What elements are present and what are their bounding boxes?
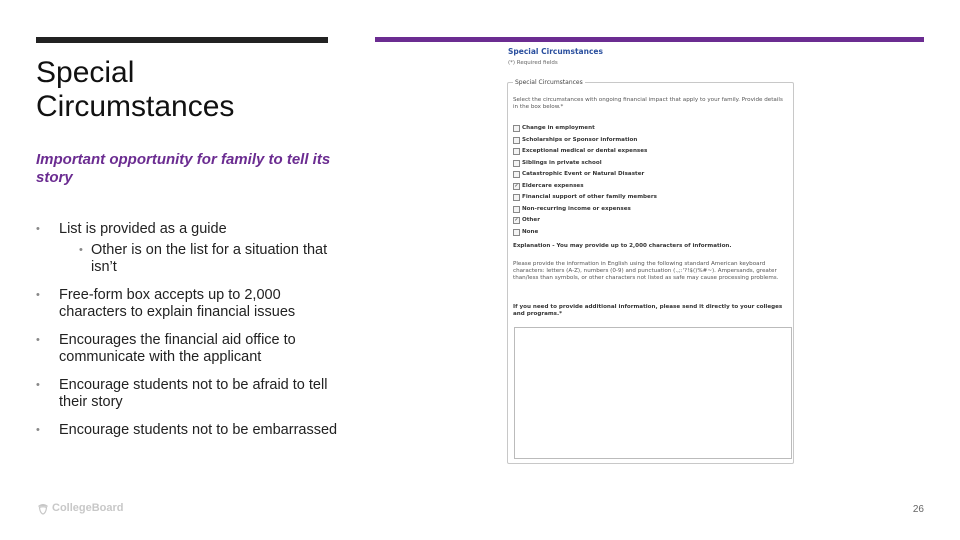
slide-title <box>36 56 336 124</box>
checkbox-option[interactable] <box>513 227 657 239</box>
checkbox-label: Financial support of other family members <box>522 194 657 201</box>
additional-info-note: If you need to provide additional information, please send it directly to your colleges and programs.* <box>513 304 783 317</box>
checkbox[interactable] <box>513 137 520 144</box>
form-heading: Special Circumstances <box>508 47 603 56</box>
checkbox[interactable] <box>513 125 520 132</box>
checkbox-label: None <box>522 228 539 235</box>
sub-bullet-item <box>59 242 346 276</box>
checkbox-label: Other <box>522 217 540 224</box>
checkbox-label: Change in employment <box>522 125 595 132</box>
page-number: 26 <box>912 504 924 515</box>
checkbox-label: Non-recurring income or expenses <box>522 205 631 212</box>
checkbox-label: Exceptional medical or dental expenses <box>522 148 648 155</box>
explanation-textarea[interactable] <box>514 327 792 459</box>
checkbox[interactable] <box>513 160 520 167</box>
bullet-item <box>36 422 346 439</box>
slide-title-line2: Circumstances <box>36 90 235 123</box>
slide-subtitle: Important opportunity for family to tell its story <box>36 151 331 186</box>
bullet-text: Encourage students not to be afraid to tell their story <box>59 377 328 410</box>
logo-text: CollegeBoard <box>52 502 124 514</box>
checkbox-option[interactable] <box>513 169 657 181</box>
checkbox[interactable]: ✓ <box>514 217 519 224</box>
slide-title-line1: Special <box>36 56 135 89</box>
title-rule <box>36 37 328 43</box>
accent-rule <box>375 37 924 42</box>
fieldset-legend: Special Circumstances <box>515 79 583 86</box>
checkbox-label: Eldercare expenses <box>522 182 584 189</box>
special-circumstances-form-screenshot <box>505 45 795 465</box>
acorn-icon <box>36 501 50 515</box>
bullet-text: List is provided as a guide <box>59 221 227 237</box>
checkbox-option[interactable] <box>513 181 657 193</box>
sub-bullet-text: Other is on the list for a situation that isn’t <box>91 242 328 275</box>
checkbox-option[interactable] <box>513 146 657 158</box>
collegeboard-logo <box>36 501 124 515</box>
bullet-item <box>36 221 346 276</box>
checkbox-option[interactable] <box>513 204 657 216</box>
checkbox[interactable] <box>513 148 520 155</box>
required-fields-note: (*) Required fields <box>508 60 558 66</box>
checkbox[interactable] <box>513 171 520 178</box>
bullet-item <box>36 377 346 411</box>
checkbox-option[interactable] <box>513 158 657 170</box>
explanation-detail: Please provide the information in English using the following standard American keyboard characters: letters (A-Z), numbers (0-9) and punctuation (.,;:'?!$()%#~). Ampersands, greater than/less than symbols, or other characters not listed as safe may cause processing problems. <box>513 261 779 281</box>
bullet-item <box>36 287 346 321</box>
circumstance-checklist <box>513 123 657 238</box>
circumstances-fieldset <box>507 79 794 464</box>
checkbox[interactable] <box>513 229 520 236</box>
form-instructions: Select the circumstances with ongoing financial impact that apply to your family. Provide details in the box below.* <box>513 97 783 110</box>
bullet-text: Encourages the financial aid office to communicate with the applicant <box>59 332 296 365</box>
explanation-label: Explanation - You may provide up to 2,000 characters of information. <box>513 243 732 249</box>
checkbox-option[interactable] <box>513 192 657 204</box>
checkbox[interactable] <box>513 194 520 201</box>
checkbox-option[interactable] <box>513 123 657 135</box>
checkbox-label: Siblings in private school <box>522 159 602 166</box>
checkbox-label: Catastrophic Event or Natural Disaster <box>522 171 645 178</box>
bullet-text: Free-form box accepts up to 2,000 characters to explain financial issues <box>59 287 296 320</box>
checkbox-label: Scholarships or Sponsor information <box>522 136 638 143</box>
checkbox[interactable] <box>513 206 520 213</box>
bullet-item <box>36 332 346 366</box>
bullet-text: Encourage students not to be embarrassed <box>59 422 338 438</box>
checkbox[interactable]: ✓ <box>514 182 519 189</box>
checkbox-option[interactable] <box>513 135 657 147</box>
checkbox-option[interactable] <box>513 215 657 227</box>
bullet-list <box>36 221 346 450</box>
sub-bullet-list <box>59 242 346 276</box>
